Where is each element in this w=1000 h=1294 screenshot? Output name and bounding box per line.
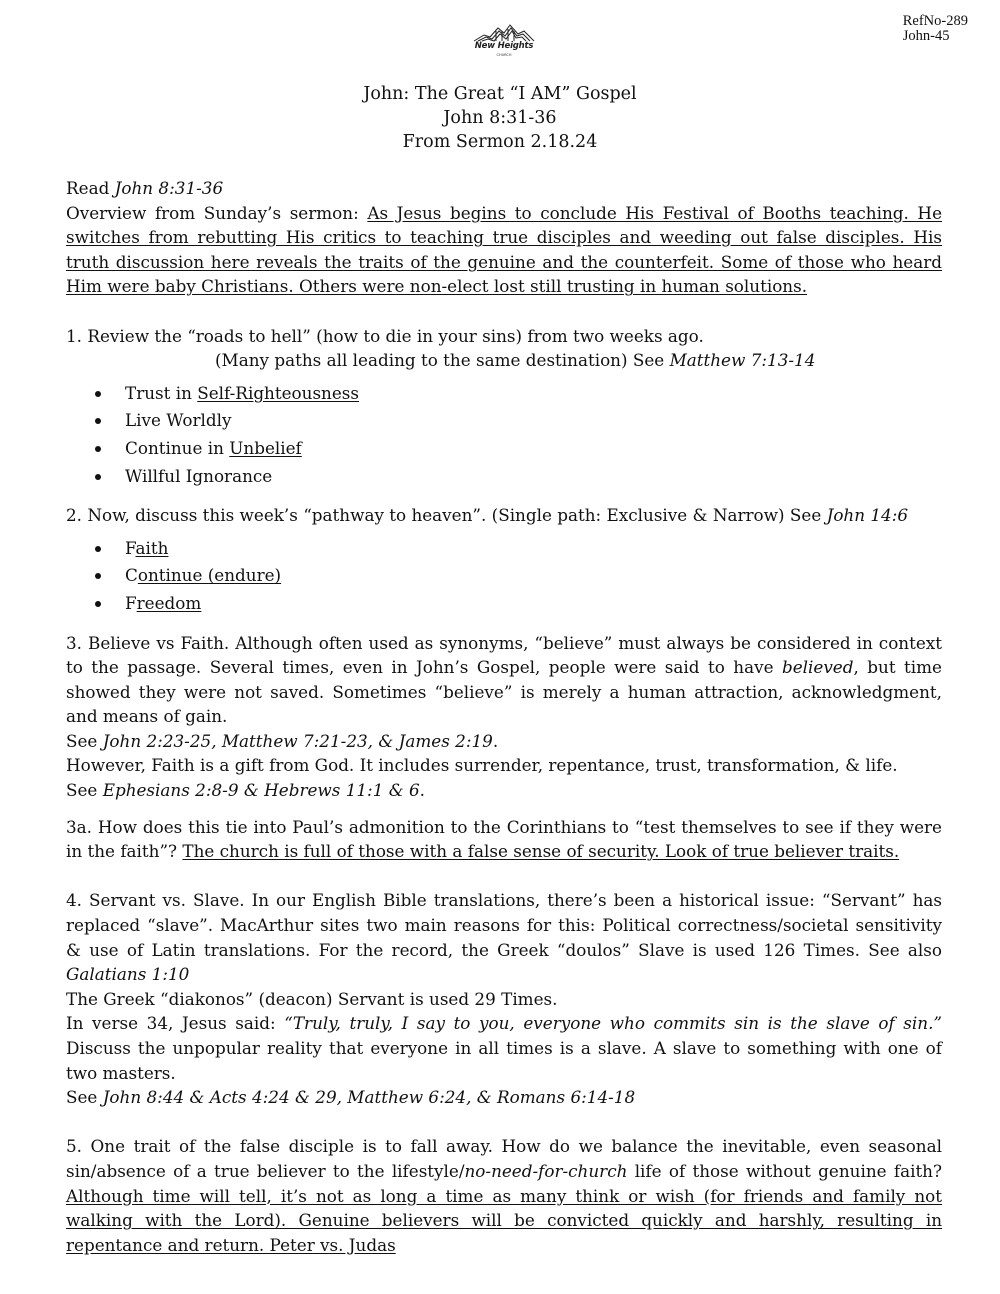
question-5-answer: Although time will tell, it’s not as long a time as many think or wish (for friends and family not walking with the Lord). Genuine believers will be convicted quickly and harshly, resulting in repentance and return. Peter vs. Judas bbox=[66, 1185, 942, 1255]
roads-to-hell-list bbox=[66, 381, 942, 491]
list-item: Willful Ignorance bbox=[66, 464, 942, 492]
sermon-date: From Sermon 2.18.24 bbox=[402, 132, 598, 152]
list-item: Faith bbox=[66, 536, 942, 564]
question-4-greek: The Greek “diakonos” (deacon) Servant is used 29 Times. bbox=[66, 988, 558, 1009]
logo-subtitle: CHURCH bbox=[496, 53, 512, 57]
church-logo bbox=[466, 22, 542, 64]
read-reference: John 8:31-36 bbox=[114, 178, 224, 198]
question-4: 4. Servant vs. Slave. In our English Bible translations, there’s been a historical issue: “Servant” has replaced “slave”. MacArthur sites two main reasons for this: Political correctness/societal sensitivity & use of Latin translations. For the record, the Greek “doulos” Slave is used 126 Times. See also Galatians 1:10 bbox=[66, 890, 942, 985]
pathway-to-heaven-list bbox=[66, 536, 942, 619]
overview-paragraph bbox=[66, 201, 942, 299]
logo-wordmark: New Heights bbox=[474, 41, 534, 51]
passage-title: John 8:31-36 bbox=[443, 108, 557, 128]
ref-number: RefNo-289 bbox=[902, 13, 968, 29]
question-3-references: See John 2:23-25, Matthew 7:21-23, & James 2:19. bbox=[66, 730, 499, 751]
list-item: Live Worldly bbox=[66, 408, 942, 436]
list-item: Freedom bbox=[66, 591, 942, 619]
question-3: 3. Believe vs Faith. Although often used as synonyms, “believe” must always be considered in context to the passage. Several times, even in John’s Gospel, people were said to have believed, but time showed they were not saved. Sometimes “believe” is merely a human attraction, acknowledgment, and means of gain. bbox=[66, 632, 942, 727]
faith-references: See Ephesians 2:8-9 & Hebrews 11:1 & 6. bbox=[66, 780, 426, 801]
question-3a-answer: The church is full of those with a false sense of security. Look of true believer traits. bbox=[182, 841, 900, 862]
document-body bbox=[66, 176, 942, 1257]
mountain-logo-icon bbox=[466, 22, 542, 42]
list-item: Continue (endure) bbox=[66, 563, 942, 591]
series-title: John: The Great “I AM” Gospel bbox=[363, 84, 637, 104]
question-1-reference: Matthew 7:13-14 bbox=[669, 350, 816, 371]
question-1: 1. Review the “roads to hell” (how to die in your sins) from two weeks ago. bbox=[66, 325, 704, 346]
question-2-reference: John 14:6 bbox=[826, 505, 909, 526]
ref-series: John-45 bbox=[902, 28, 950, 44]
question-3a: 3a. How does this tie into Paul’s admonition to the Corinthians to “test themselves to see if they were in the faith”? The church is full of those with a false sense of security. Look of true believer traits. bbox=[66, 816, 942, 862]
question-4-quote: In verse 34, Jesus said: “Truly, truly, I say to you, everyone who commits sin is the slave of sin.” Discuss the unpopular reality that everyone in all times is a slave. A slave to something with one of two masters. bbox=[66, 1013, 943, 1083]
overview-text: As Jesus begins to conclude His Festival of Booths teaching. He switches from rebutting His critics to teaching true disciples and weeding out false disciples. His truth discussion here reveals the traits of the genuine and the counterfeit. Some of those who heard Him were baby Christians. Others were non-elect lost still trusting in human solutions. bbox=[66, 202, 942, 297]
list-item: Continue in Unbelief bbox=[66, 436, 942, 464]
document-title bbox=[0, 82, 1000, 154]
question-4-references: See John 8:44 & Acts 4:24 & 29, Matthew 6:24, & Romans 6:14-18 bbox=[66, 1087, 636, 1108]
list-item: Trust in Self-Righteousness bbox=[66, 381, 942, 409]
reference-number bbox=[903, 14, 968, 44]
question-1-note: (Many paths all leading to the same destination) See Matthew 7:13-14 bbox=[215, 350, 816, 371]
question-5: 5. One trait of the false disciple is to fall away. How do we balance the inevitable, even seasonal sin/absence of a true believer to the lifestyle/no-need-for-church life of those without genuine faith? Although time will tell, it’s not as long a time as many think or wish (for friends and family not walking with the Lord). Genuine believers will be convicted quickly and harshly, resulting in repentance and return. Peter vs. Judas bbox=[66, 1136, 942, 1255]
read-line: Read John 8:31-36 bbox=[66, 178, 224, 198]
faith-definition: However, Faith is a gift from God. It includes surrender, repentance, trust, transformation, & life. bbox=[66, 755, 898, 776]
overview-label: Overview from Sunday’s sermon: bbox=[66, 202, 368, 223]
question-2: 2. Now, discuss this week’s “pathway to heaven”. (Single path: Exclusive & Narrow) See John 14:6 bbox=[66, 505, 909, 526]
